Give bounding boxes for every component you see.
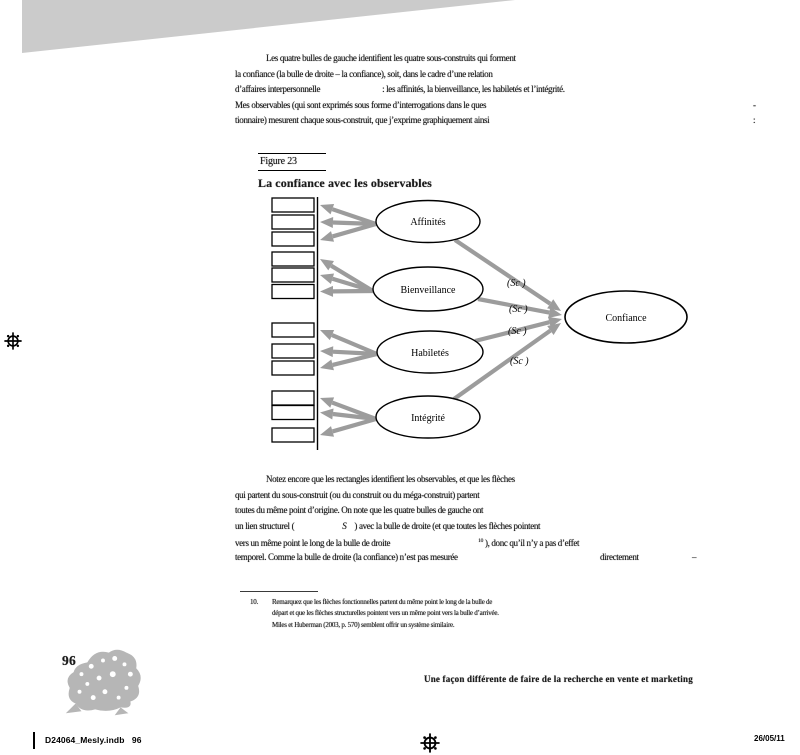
observable-rect xyxy=(272,252,314,266)
text: Notez encore que les rectangles identifient les observables, et que les flèches xyxy=(266,474,515,484)
intro-paragraph xyxy=(235,51,756,129)
measurement-arrow-head xyxy=(320,426,334,437)
measurement-arrow-head xyxy=(320,273,334,284)
footnote-line: départ et que les flèches structurelles pointent vers un même point vers la bulle d’arrivée. xyxy=(272,609,499,618)
text: temporel. Comme la bulle de droite (la confiance) n’est pas mesurée xyxy=(235,551,458,562)
footnote xyxy=(250,597,552,631)
path-coefficient-label: (Sc ) xyxy=(507,278,526,289)
registration-mark-icon xyxy=(4,332,22,350)
path-coefficient-label: (Sc ) xyxy=(510,356,529,367)
text: la confiance (la bulle de droite – la confiance), soit, dans le cadre d’une relation xyxy=(235,68,493,79)
footnote-number: 10. xyxy=(250,598,258,606)
paragraph-line xyxy=(235,550,735,566)
running-title: Une façon différente de faire de la recherche en vente et marketing xyxy=(424,674,693,684)
measurement-arrow-head xyxy=(320,360,334,371)
structural-link-symbol: S xyxy=(342,520,347,531)
text: qui partent du sous-construit (ou du construit ou du méga-construit) partent xyxy=(235,489,480,500)
observable-rect xyxy=(272,215,314,229)
text: ), donc qu’il n’y a pas d’effet xyxy=(483,538,580,549)
construct-label: Habiletés xyxy=(411,348,449,359)
figure-title: La confiance avec les observables xyxy=(258,176,432,190)
figure-label: Figure 23 xyxy=(258,153,326,171)
paragraph-line xyxy=(235,67,735,83)
text: vers un même point le long de la bulle de droite xyxy=(235,538,391,549)
text: directement xyxy=(600,551,639,562)
path-coefficient-label: (Sc ) xyxy=(509,304,528,315)
measurement-arrow-head xyxy=(320,397,334,407)
observable-rect xyxy=(272,268,314,282)
paragraph-line xyxy=(235,488,735,504)
print-file-info: D24064_Mesly.indb 96 xyxy=(45,735,142,745)
measurement-arrow-head xyxy=(320,409,334,420)
hanging-hyphen: - xyxy=(753,99,756,110)
paragraph-line xyxy=(235,519,735,535)
print-date: 26/05/11 xyxy=(754,734,785,743)
crop-tick-line xyxy=(33,732,35,749)
hanging-colon: : xyxy=(753,115,756,126)
measurement-arrow xyxy=(333,354,377,365)
text: toutes du même point d’origine. On note que les quatre bulles de gauche ont xyxy=(235,505,484,516)
hanging-dash: – xyxy=(692,551,697,562)
text: Mes observables (qui sont exprimés sous forme d’interrogations dans le ques xyxy=(235,99,487,110)
observable-rect xyxy=(272,391,314,405)
paragraph-line xyxy=(235,472,735,488)
path-coefficient-label: (Sc ) xyxy=(508,326,527,337)
footnote-line: Miles et Huberman (2003, p. 570) semblent offrir un système similaire. xyxy=(272,620,455,629)
paragraph-line xyxy=(235,503,735,519)
measurement-arrow-head xyxy=(320,346,333,357)
text: ) avec la bulle de droite (et que toutes les flèches pointent xyxy=(354,520,541,531)
paragraph-line xyxy=(235,534,735,550)
paragraph-line xyxy=(235,98,756,114)
construct-label: Affinités xyxy=(410,217,446,228)
measurement-arrow-head xyxy=(320,204,334,214)
observable-rect xyxy=(272,198,314,212)
page-number: 96 xyxy=(62,653,77,668)
measurement-arrow-head xyxy=(320,231,334,242)
observable-rect xyxy=(272,323,314,337)
observable-rect xyxy=(272,344,314,358)
observable-rectangles xyxy=(272,198,314,442)
footnote-text xyxy=(272,597,552,631)
observable-rect xyxy=(272,285,314,299)
text: d’affaires interpersonnelle xyxy=(235,84,321,95)
measurement-arrow xyxy=(332,224,376,236)
measurement-arrow-head xyxy=(320,217,333,228)
text: tionnaire) mesurent chaque sous-construit, que j’exprime graphiquement ainsi xyxy=(235,115,490,126)
paragraph-line xyxy=(235,82,735,98)
measurement-arrow-head xyxy=(320,286,333,297)
construct-label: Bienveillance xyxy=(400,285,456,296)
footnote-rule xyxy=(240,591,318,592)
closing-paragraph xyxy=(235,472,735,566)
observable-rect xyxy=(272,361,314,375)
construct-label: Intégrité xyxy=(411,413,445,424)
text: Les quatre bulles de gauche identifient les quatre sous-construits qui forment xyxy=(266,53,516,63)
paragraph-line xyxy=(235,51,735,67)
paragraph-line xyxy=(235,113,756,129)
footnote-line: Remarquez que les flèches fonctionnelles partent du même point le long de la bulle de xyxy=(272,598,493,606)
footnote-reference: 10 xyxy=(478,538,484,545)
observable-rect xyxy=(272,428,314,442)
text: : les affinités, la bienveillance, les habiletés et l’intégrité. xyxy=(382,84,565,95)
outcome-label: Confiance xyxy=(605,313,647,324)
registration-mark-icon xyxy=(420,733,440,753)
measurement-arrow xyxy=(332,419,376,431)
sem-path-diagram xyxy=(255,190,700,465)
text: un lien structurel ( xyxy=(235,520,295,531)
observable-rect xyxy=(272,232,314,246)
observable-rect xyxy=(272,406,314,420)
